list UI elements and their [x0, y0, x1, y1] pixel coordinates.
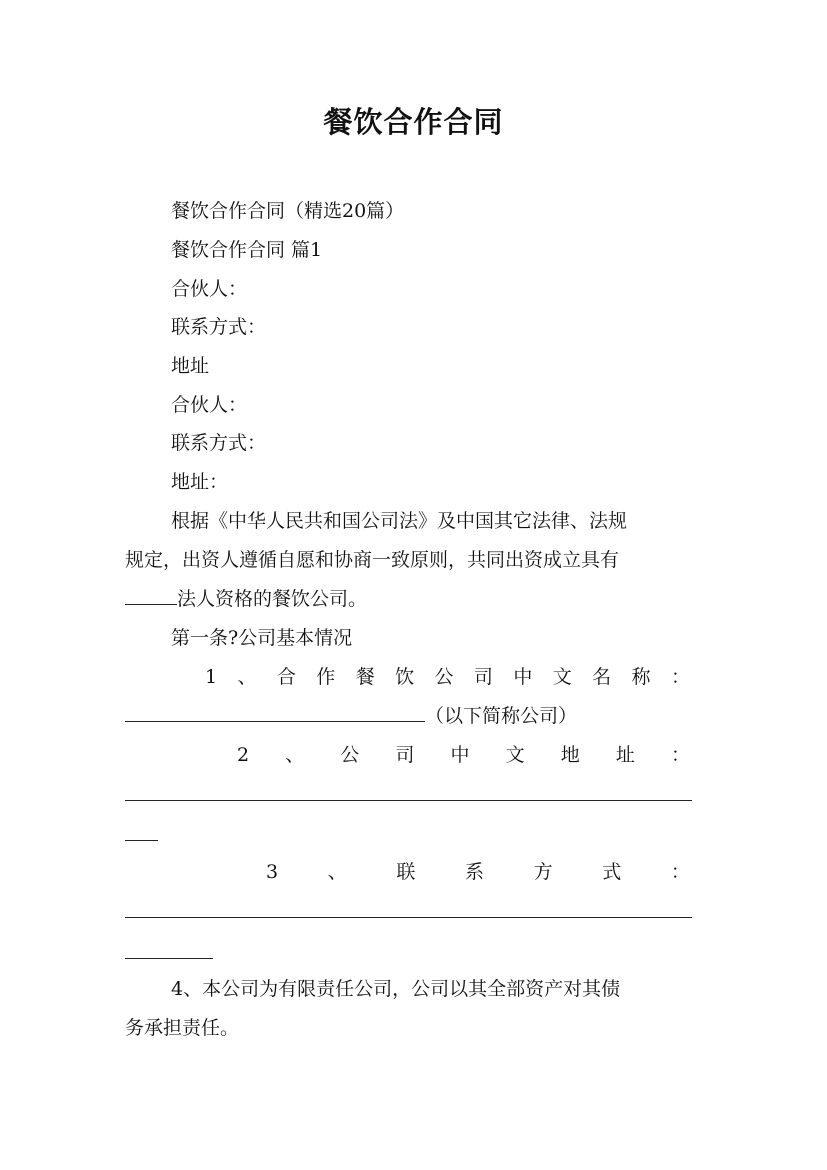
part-heading: 餐饮合作合同 篇1 — [171, 239, 323, 261]
item1-char: 合 — [276, 666, 296, 688]
item1-char: 、 — [237, 666, 257, 688]
item1-char: 称 — [631, 666, 651, 688]
item1-char: 中 — [513, 666, 533, 688]
partner-2-label: 合伙人： — [171, 394, 248, 416]
contact-1-label: 联系方式： — [171, 316, 267, 338]
item1-char: 司 — [473, 666, 493, 688]
item2-char: 、 — [285, 744, 305, 766]
item3-char: 系 — [465, 861, 485, 883]
item1-char: 饮 — [395, 666, 415, 688]
item-1-label — [205, 662, 690, 692]
item2-char: 司 — [395, 744, 415, 766]
item-4-line-2: 务承担责任。 — [125, 1017, 240, 1039]
paragraph-1-line-1: 根据《中华人民共和国公司法》及中国其它法律、法规 — [171, 510, 628, 532]
item1-char: 公 — [434, 666, 454, 688]
item3-char: ： — [670, 861, 690, 883]
item-2-blank-line — [125, 800, 692, 801]
item2-char: ： — [670, 744, 690, 766]
item-4-line-1: 4、本公司为有限责任公司，公司以其全部资产对其债 — [171, 978, 621, 1000]
item3-char: 3 — [266, 861, 279, 883]
item-1-suffix: （以下简称公司） — [425, 705, 578, 727]
item-2-label — [237, 740, 690, 770]
blank-underline — [125, 585, 177, 605]
item-3-blank-line-end — [125, 958, 213, 959]
item-2-blank-line-end — [125, 840, 158, 841]
item2-char: 址 — [615, 744, 635, 766]
item2-char: 文 — [505, 744, 525, 766]
item3-char: 方 — [533, 861, 553, 883]
paragraph-1-line-3-text: 法人资格的餐饮公司。 — [177, 588, 368, 610]
document-subtitle: 餐饮合作合同（精选20篇） — [171, 200, 405, 222]
item-3-blank-line — [125, 917, 692, 918]
item1-char: 文 — [552, 666, 572, 688]
item3-char: 、 — [327, 861, 347, 883]
document-title: 餐饮合作合同 — [323, 105, 504, 139]
partner-1-label: 合伙人： — [171, 278, 248, 300]
item2-char: 地 — [560, 744, 580, 766]
address-1-label: 地址 — [171, 355, 210, 377]
item1-char: ： — [670, 666, 690, 688]
blank-underline — [125, 702, 425, 722]
paragraph-1-line-2: 规定，出资人遵循自愿和协商一致原则，共同出资成立具有 — [125, 549, 620, 571]
item1-char: 1 — [205, 666, 218, 688]
item-3-label — [266, 857, 690, 887]
item1-char: 餐 — [355, 666, 375, 688]
item2-char: 公 — [340, 744, 360, 766]
article-1-heading: 第一条?公司基本情况 — [171, 627, 353, 649]
item2-char: 中 — [450, 744, 470, 766]
item3-char: 联 — [396, 861, 416, 883]
item1-char: 名 — [592, 666, 612, 688]
address-2-label: 地址： — [171, 471, 229, 493]
paragraph-1-line-3 — [125, 584, 700, 614]
item2-char: 2 — [237, 744, 250, 766]
item-1-blank-line — [125, 701, 700, 731]
contact-2-label: 联系方式： — [171, 432, 267, 454]
item1-char: 作 — [316, 666, 336, 688]
item3-char: 式 — [602, 861, 622, 883]
